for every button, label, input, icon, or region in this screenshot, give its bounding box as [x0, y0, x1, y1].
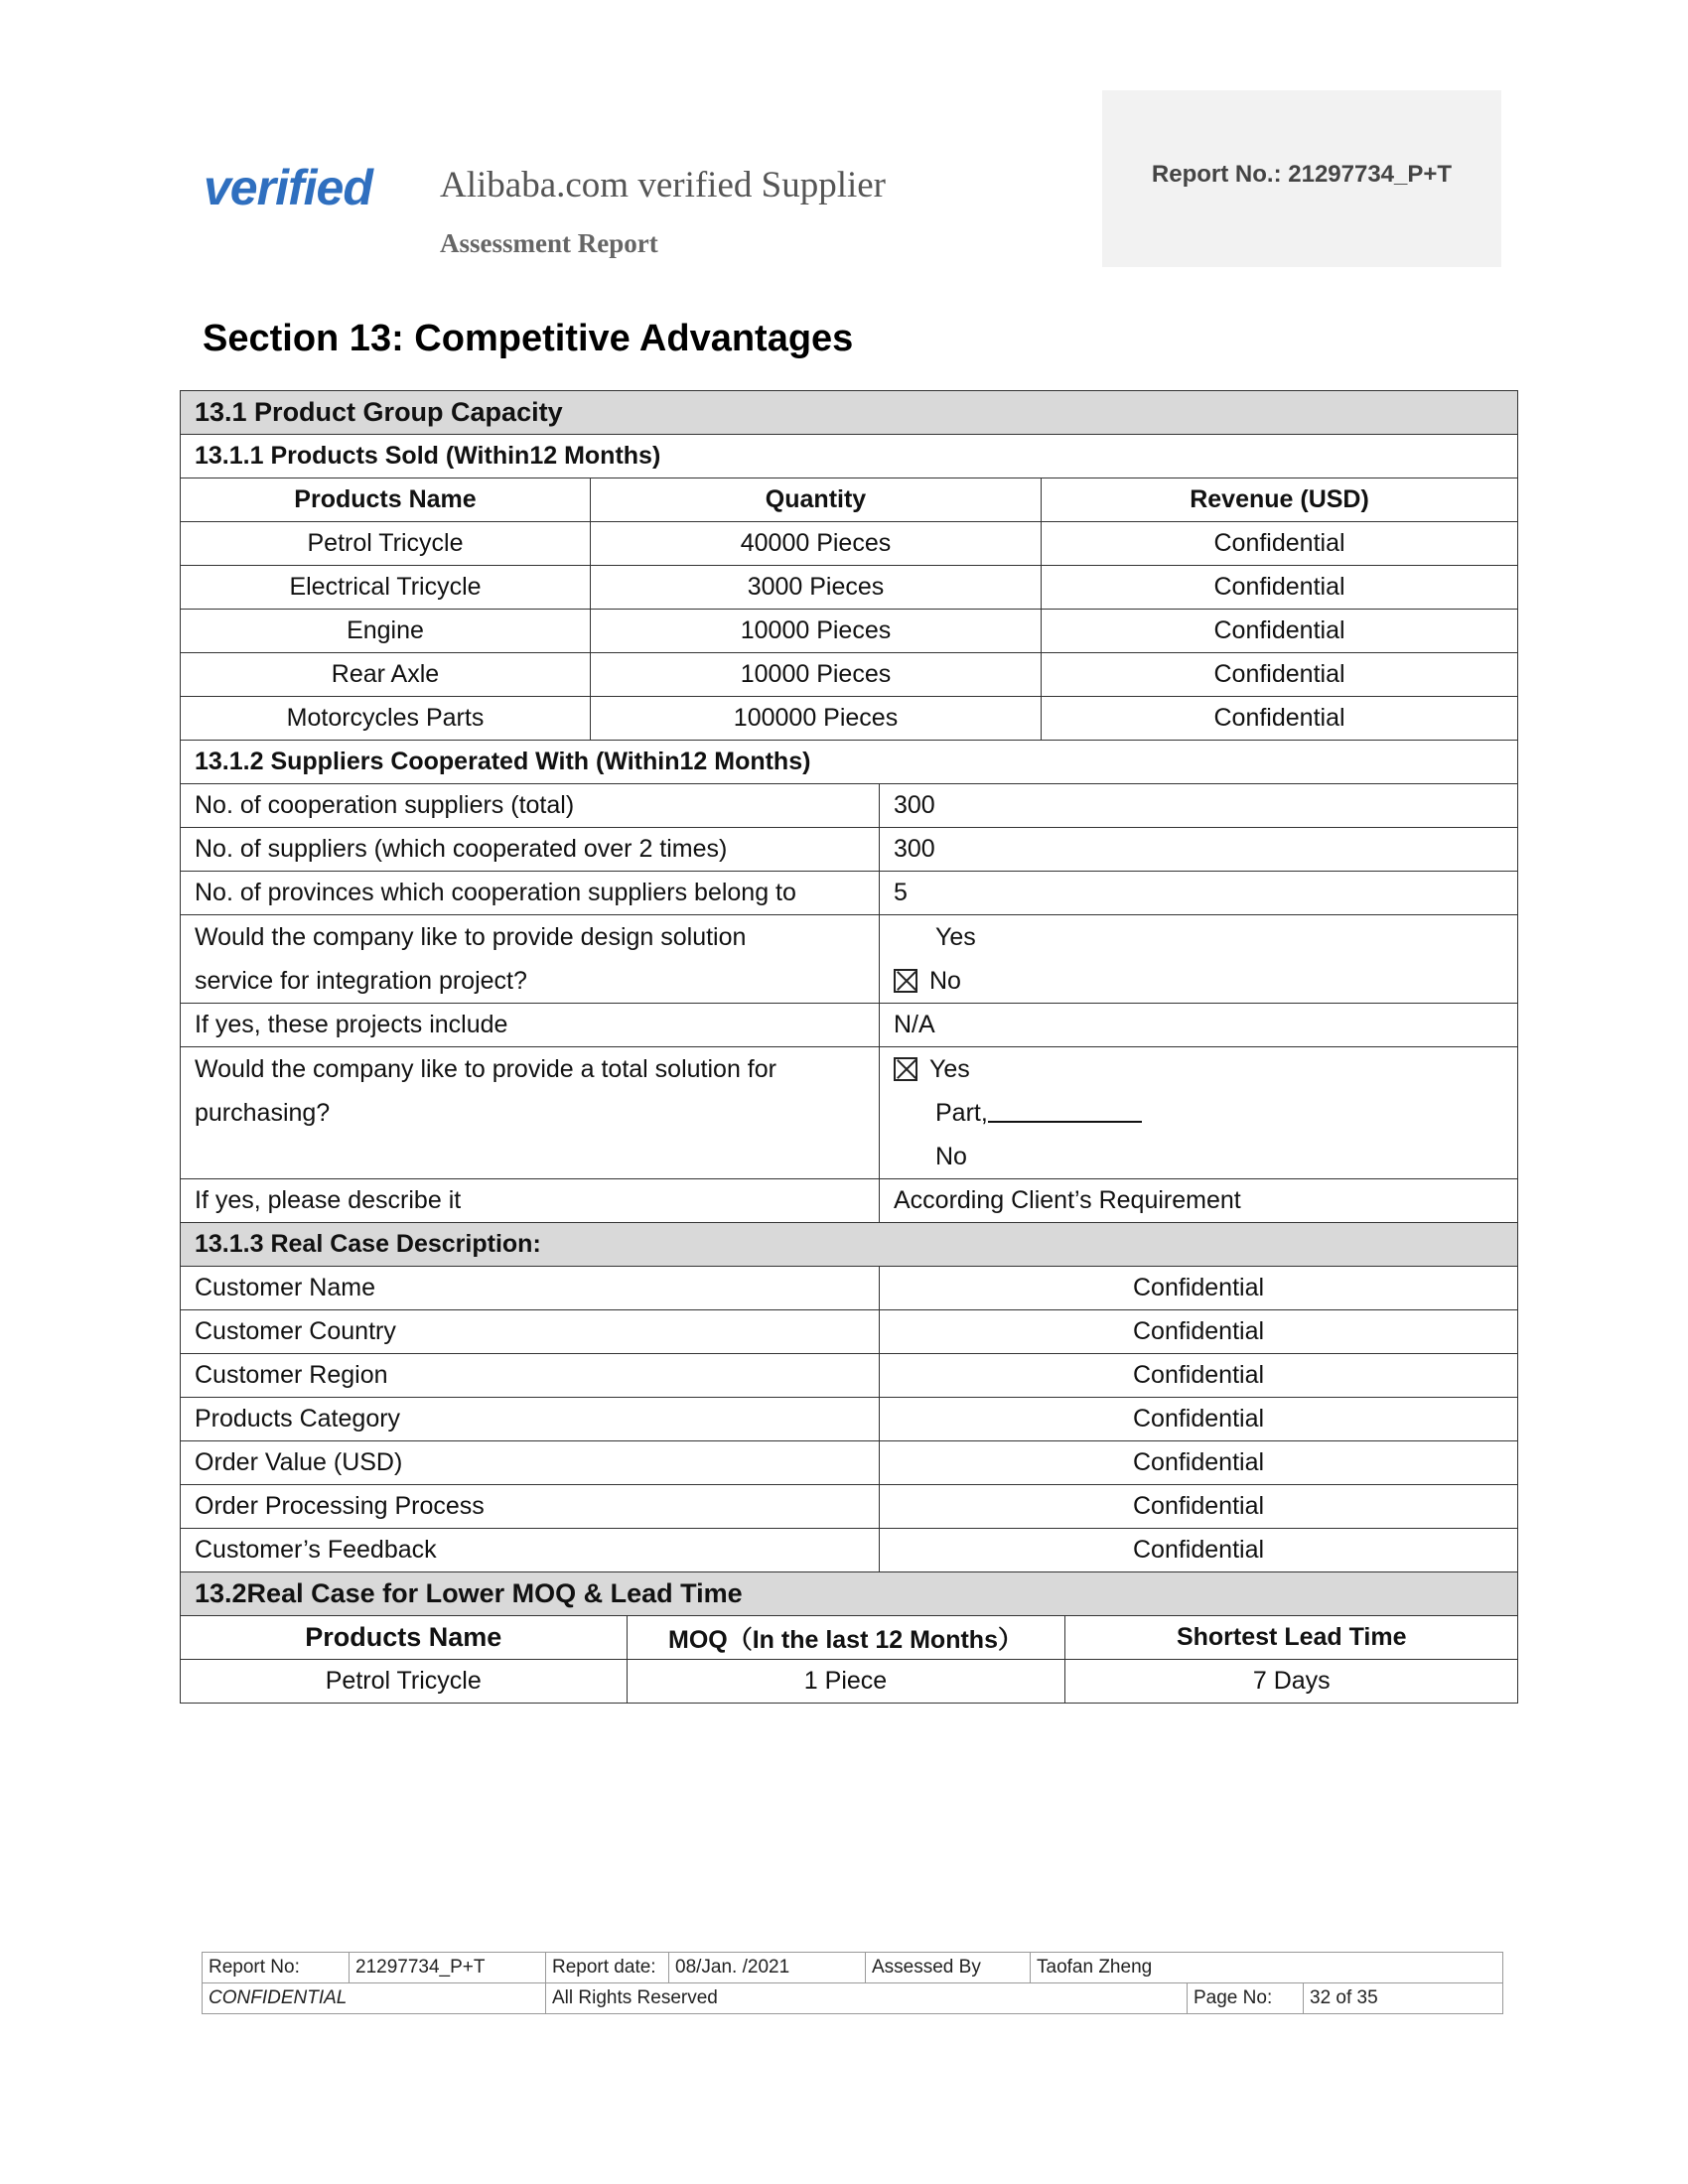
table-row — [181, 1616, 1518, 1660]
moq-value: 1 Piece — [627, 1660, 1064, 1704]
footer-page: 32 of 35 — [1304, 1983, 1503, 2014]
section-title: Section 13: Competitive Advantages — [203, 318, 854, 359]
table-row — [181, 1660, 1518, 1704]
product-name: Engine — [181, 610, 591, 653]
product-quantity: 40000 Pieces — [591, 522, 1042, 566]
field-label: No. of provinces which cooperation suppliers belong to — [181, 872, 880, 915]
product-revenue: Confidential — [1042, 653, 1518, 697]
field-label: No. of cooperation suppliers (total) — [181, 784, 880, 828]
competitive-advantages-table — [180, 390, 1518, 1704]
product-revenue: Confidential — [1042, 566, 1518, 610]
field-value: Confidential — [880, 1310, 1518, 1354]
real-case-heading: 13.1.3 Real Case Description: — [181, 1223, 1518, 1267]
table-row — [181, 478, 1518, 522]
field-label: No. of suppliers (which cooperated over 2 times) — [181, 828, 880, 872]
capacity-heading: 13.1 Product Group Capacity — [181, 391, 1518, 435]
moq-subtable-cell — [181, 1616, 1518, 1704]
report-number-box — [1102, 90, 1501, 267]
footer-assessed-label: Assessed By — [866, 1953, 1031, 1983]
field-value: 5 — [880, 872, 1518, 915]
field-label: Customer Name — [181, 1267, 880, 1310]
table-row — [181, 1398, 1518, 1441]
table-row — [181, 1354, 1518, 1398]
table-row — [181, 1529, 1518, 1572]
product-quantity: 10000 Pieces — [591, 653, 1042, 697]
table-row — [181, 1047, 1518, 1179]
field-value: Confidential — [880, 1441, 1518, 1485]
table-row — [181, 784, 1518, 828]
table-row — [181, 1267, 1518, 1310]
blank-line — [988, 1099, 1142, 1123]
suppliers-heading: 13.1.2 Suppliers Cooperated With (Within12 Months) — [181, 741, 1518, 784]
field-label: Customer’s Feedback — [181, 1529, 880, 1572]
moq-table — [181, 1616, 1518, 1703]
purchase-question-line-1: Would the company like to provide a total solution for — [195, 1055, 776, 1083]
moq-product: Petrol Tricycle — [181, 1660, 627, 1704]
table-row — [181, 1441, 1518, 1485]
column-header: MOQ（In the last 12 Months） — [627, 1616, 1064, 1660]
footer-confidential: CONFIDENTIAL — [203, 1983, 546, 2014]
field-value: Confidential — [880, 1398, 1518, 1441]
checked-box-icon — [894, 969, 917, 993]
field-label: Order Processing Process — [181, 1485, 880, 1529]
table-row — [181, 435, 1518, 478]
field-label — [181, 1047, 880, 1179]
field-value: N/A — [880, 1004, 1518, 1047]
moq-heading: 13.2Real Case for Lower MOQ & Lead Time — [181, 1572, 1518, 1616]
design-yes-option: Yes — [935, 923, 976, 951]
field-value: Confidential — [880, 1529, 1518, 1572]
verified-logo: verified — [204, 160, 372, 215]
product-revenue: Confidential — [1042, 610, 1518, 653]
table-row — [181, 1616, 1518, 1704]
table-row — [181, 1310, 1518, 1354]
table-row — [181, 915, 1518, 1004]
product-name: Petrol Tricycle — [181, 522, 591, 566]
field-label: Customer Country — [181, 1310, 880, 1354]
report-number: Report No.: 21297734_P+T — [1151, 161, 1453, 188]
table-row — [181, 697, 1518, 741]
footer-assessed-by: Taofan Zheng — [1031, 1953, 1503, 1983]
purchase-question-line-2: purchasing? — [195, 1099, 331, 1127]
table-row — [181, 1004, 1518, 1047]
footer-date-label: Report date: — [546, 1953, 669, 1983]
field-value — [880, 915, 1518, 1004]
table-row — [181, 741, 1518, 784]
purchase-part-option — [894, 1091, 1503, 1135]
footer-report-no: 21297734_P+T — [350, 1953, 546, 1983]
column-header: Products Name — [181, 478, 591, 522]
table-row — [181, 1223, 1518, 1267]
table-row — [181, 566, 1518, 610]
column-header: Products Name — [181, 1616, 627, 1660]
product-name: Electrical Tricycle — [181, 566, 591, 610]
table-row — [181, 828, 1518, 872]
design-question-line-2: service for integration project? — [195, 967, 527, 995]
field-value: Confidential — [880, 1354, 1518, 1398]
field-label: Customer Region — [181, 1354, 880, 1398]
design-no-option — [894, 959, 1503, 1003]
product-quantity: 10000 Pieces — [591, 610, 1042, 653]
field-value: 300 — [880, 784, 1518, 828]
purchase-no-option: No — [935, 1143, 967, 1170]
purchase-yes-label: Yes — [929, 1055, 970, 1083]
table-row — [181, 872, 1518, 915]
table-row — [181, 1179, 1518, 1223]
column-header: Shortest Lead Time — [1064, 1616, 1518, 1660]
product-name: Rear Axle — [181, 653, 591, 697]
field-value: Confidential — [880, 1267, 1518, 1310]
footer-row — [203, 1983, 1503, 2014]
header-subtitle: Assessment Report — [440, 228, 658, 258]
table-row — [181, 1572, 1518, 1616]
product-quantity: 100000 Pieces — [591, 697, 1042, 741]
field-label: Order Value (USD) — [181, 1441, 880, 1485]
product-revenue: Confidential — [1042, 522, 1518, 566]
footer-report-no-label: Report No: — [203, 1953, 350, 1983]
footer-row — [203, 1953, 1503, 1983]
design-no-label: No — [929, 967, 961, 995]
checked-box-icon — [894, 1057, 917, 1081]
table-row — [181, 610, 1518, 653]
field-label: If yes, please describe it — [181, 1179, 880, 1223]
product-quantity: 3000 Pieces — [591, 566, 1042, 610]
lead-time-value: 7 Days — [1064, 1660, 1518, 1704]
table-row — [181, 1485, 1518, 1529]
products-sold-heading: 13.1.1 Products Sold (Within12 Months) — [181, 435, 1518, 478]
field-label: Products Category — [181, 1398, 880, 1441]
field-label — [181, 915, 880, 1004]
field-label: If yes, these projects include — [181, 1004, 880, 1047]
table-row — [181, 522, 1518, 566]
column-header: Revenue (USD) — [1042, 478, 1518, 522]
purchase-yes-option — [894, 1047, 1503, 1091]
purchase-part-label: Part, — [935, 1099, 988, 1127]
footer-page-label: Page No: — [1188, 1983, 1304, 2014]
footer-table — [202, 1952, 1503, 2014]
footer-rights: All Rights Reserved — [546, 1983, 1188, 2014]
column-header: Quantity — [591, 478, 1042, 522]
field-value — [880, 1047, 1518, 1179]
table-row — [181, 653, 1518, 697]
design-question-line-1: Would the company like to provide design solution — [195, 923, 747, 951]
field-value: Confidential — [880, 1485, 1518, 1529]
product-revenue: Confidential — [1042, 697, 1518, 741]
table-row — [181, 391, 1518, 435]
header-title: Alibaba.com verified Supplier — [440, 165, 887, 205]
footer-date: 08/Jan. /2021 — [669, 1953, 866, 1983]
field-value: According Client’s Requirement — [880, 1179, 1518, 1223]
field-value: 300 — [880, 828, 1518, 872]
product-name: Motorcycles Parts — [181, 697, 591, 741]
